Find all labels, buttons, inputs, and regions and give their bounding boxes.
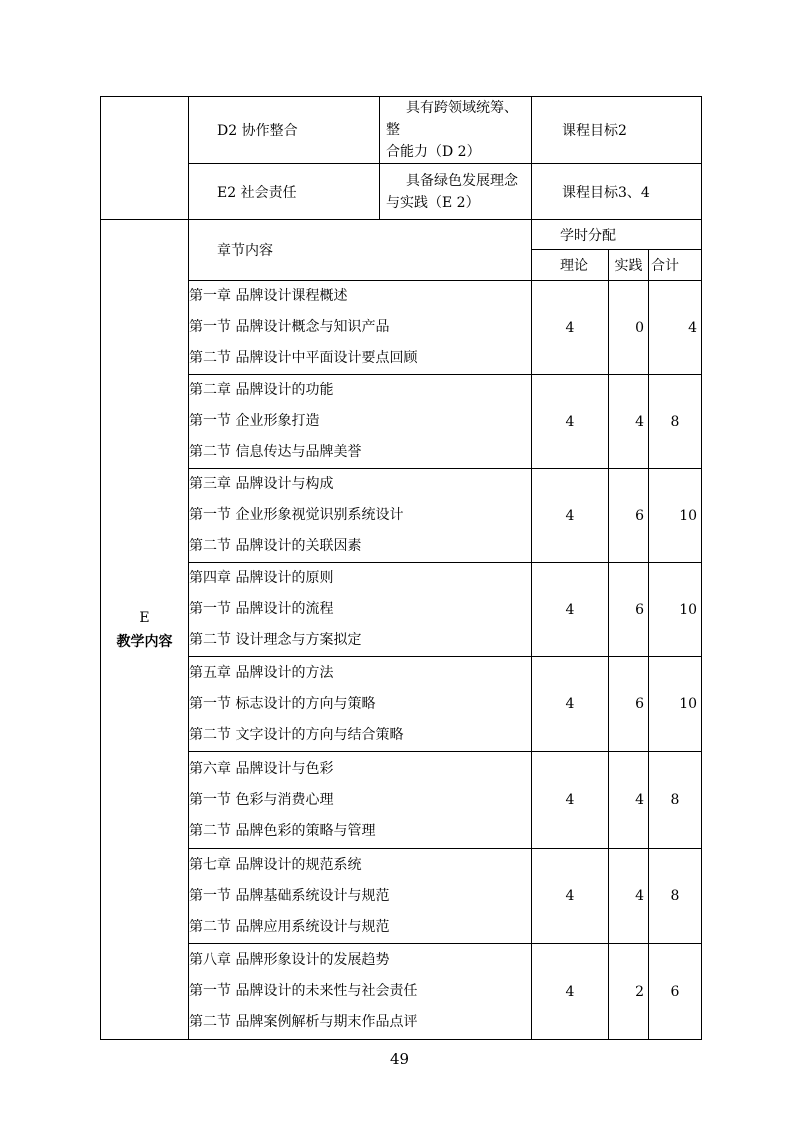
chapter-title: 第五章 品牌设计的方法 (189, 664, 334, 681)
section-2: 第二节 品牌设计的关联因素 (189, 538, 362, 554)
chapter-row (101, 752, 702, 849)
chapter-title: 第六章 品牌设计与色彩 (189, 760, 334, 777)
practice-hours: 6 (609, 657, 649, 752)
chapter-content (189, 657, 532, 752)
chapter-content (189, 469, 532, 563)
chapter-row (101, 563, 702, 657)
section-1: 第一节 品牌设计概念与知识产品 (189, 319, 390, 335)
section-2: 第二节 品牌案例解析与期末作品点评 (189, 1014, 418, 1030)
section-1: 第一节 色彩与消费心理 (189, 791, 334, 808)
goal-cell (532, 97, 702, 164)
practice-hours: 0 (609, 281, 649, 375)
chapter-title: 第三章 品牌设计与构成 (189, 476, 334, 492)
practice-hours: 4 (609, 752, 649, 849)
chapter-row (101, 657, 702, 752)
total-hours: 10 (649, 563, 702, 657)
chapter-title: 第四章 品牌设计的原则 (189, 570, 334, 586)
chapter-row (101, 469, 702, 563)
section-code: E (139, 609, 150, 626)
chapter-row (101, 849, 702, 944)
section-2: 第二节 品牌设计中平面设计要点回顾 (189, 350, 418, 366)
ability-line-1: 具有跨领域统筹、整 (386, 100, 518, 138)
empty-label-cell (101, 97, 189, 220)
objective-code-cell (189, 164, 380, 220)
practice-hours: 6 (609, 469, 649, 563)
chapter-row (101, 944, 702, 1040)
page-number: 49 (389, 1050, 410, 1068)
ability-line-2: 与实践（E 2） (386, 194, 480, 211)
goal-cell (532, 164, 702, 220)
chapter-content (189, 944, 532, 1040)
objective-row-e2 (101, 164, 702, 220)
section-1: 第一节 品牌设计的未来性与社会责任 (189, 983, 418, 999)
section-title: 教学内容 (116, 633, 173, 650)
total-hours: 8 (649, 375, 702, 469)
total-hours: 6 (649, 944, 702, 1040)
theory-hours: 4 (532, 752, 609, 849)
theory-hours: 4 (532, 563, 609, 657)
theory-hours: 4 (532, 849, 609, 944)
objective-code: D2 协作整合 (217, 123, 298, 139)
course-goal: 课程目标3、4 (562, 184, 650, 201)
section-1: 第一节 企业形象视觉识别系统设计 (189, 507, 404, 523)
total-hours: 10 (649, 469, 702, 563)
section-1: 第一节 企业形象打造 (189, 413, 320, 429)
practice-hours: 4 (609, 849, 649, 944)
practice-hours: 6 (609, 563, 649, 657)
theory-hours: 4 (532, 375, 609, 469)
total-hours: 10 (649, 657, 702, 752)
objective-row-d2 (101, 97, 702, 164)
header-row-1 (101, 220, 702, 250)
chapter-content (189, 563, 532, 657)
section-1: 第一节 品牌基础系统设计与规范 (189, 887, 390, 904)
chapter-title: 第二章 品牌设计的功能 (189, 382, 334, 398)
chapter-title: 第一章 品牌设计课程概述 (189, 288, 348, 304)
objective-code: E2 社会责任 (217, 184, 297, 201)
theory-hours: 4 (532, 469, 609, 563)
practice-hours: 2 (609, 944, 649, 1040)
section-2: 第二节 品牌色彩的策略与管理 (189, 822, 376, 839)
chapter-content (189, 849, 532, 944)
course-goal: 课程目标2 (562, 123, 627, 139)
chapter-content (189, 375, 532, 469)
hours-allocation-header: 学时分配 (532, 220, 702, 250)
chapter-row (101, 375, 702, 469)
section-2: 第二节 信息传达与品牌美誉 (189, 444, 362, 460)
total-hours: 4 (649, 281, 702, 375)
section-2: 第二节 品牌应用系统设计与规范 (189, 918, 390, 935)
section-1: 第一节 品牌设计的流程 (189, 601, 334, 617)
total-header: 合计 (649, 250, 702, 281)
section-2: 第二节 文字设计的方向与结合策略 (189, 726, 404, 743)
theory-hours: 4 (532, 944, 609, 1040)
section-label-cell (101, 220, 189, 1040)
ability-line-2: 合能力（D 2） (386, 144, 481, 160)
section-1: 第一节 标志设计的方向与策略 (189, 695, 376, 712)
theory-hours: 4 (532, 281, 609, 375)
course-table (100, 96, 702, 1040)
ability-line-1: 具备绿色发展理念 (406, 172, 518, 189)
chapter-row (101, 281, 702, 375)
chapter-title: 第七章 品牌设计的规范系统 (189, 856, 362, 873)
section-2: 第二节 设计理念与方案拟定 (189, 632, 362, 648)
objective-code-cell (189, 97, 380, 164)
chapter-content (189, 281, 532, 375)
chapter-content (189, 752, 532, 849)
practice-header: 实践 (609, 250, 649, 281)
ability-cell (380, 97, 532, 164)
theory-hours: 4 (532, 657, 609, 752)
total-hours: 8 (649, 752, 702, 849)
chapter-title: 第八章 品牌形象设计的发展趋势 (189, 952, 390, 968)
practice-hours: 4 (609, 375, 649, 469)
ability-cell (380, 164, 532, 220)
chapter-content-header: 章节内容 (189, 220, 532, 281)
theory-header: 理论 (532, 250, 609, 281)
total-hours: 8 (649, 849, 702, 944)
